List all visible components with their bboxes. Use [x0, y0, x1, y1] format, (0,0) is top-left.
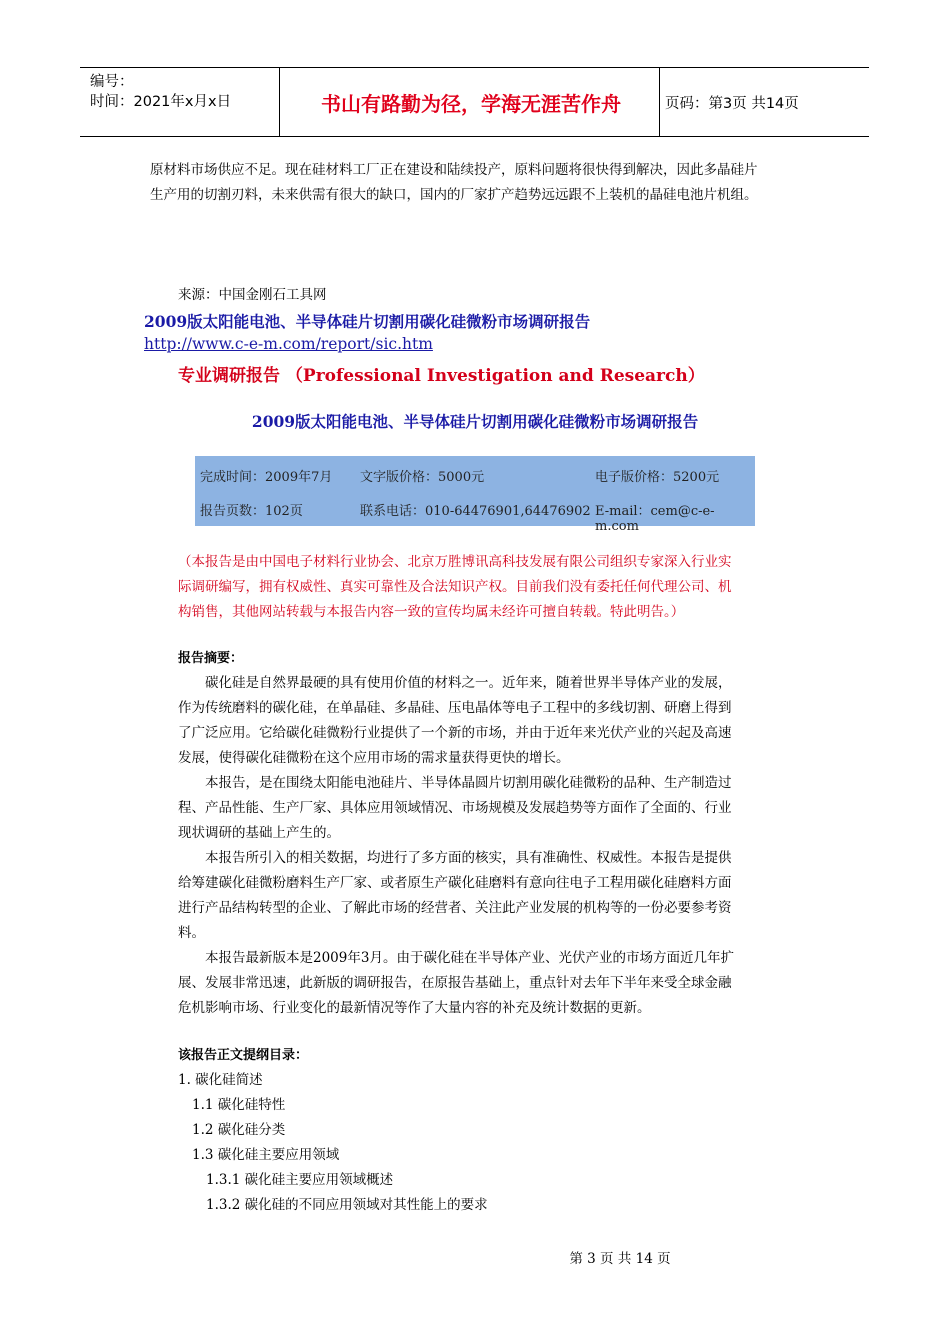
- summary-line: 料。: [178, 925, 205, 941]
- summary-heading: 报告摘要：: [178, 651, 244, 666]
- report-info-box: [195, 456, 755, 534]
- toc-item: 1. 碳化硅简述: [178, 1072, 263, 1088]
- header-meta: [90, 72, 231, 112]
- page-header: [80, 67, 869, 137]
- summary-line: 本报告所引入的相关数据，均进行了多方面的核实，具有准确性、权威性。本报告是提供: [205, 850, 732, 866]
- summary-line: 给筹建碳化硅微粉磨料生产厂家、或者原生产碳化硅磨料有意向往电子工程用碳化硅磨料方面: [178, 875, 732, 891]
- intro-line: 原材料市场供应不足。现在硅材料工厂正在建设和陆续投产，原料问题将很快得到解决，因此多晶硅片: [150, 162, 758, 178]
- summary-section: [178, 646, 778, 1021]
- intro-line: 生产用的切割刃料，未来供需有很大的缺口，国内的厂家扩产趋势远远跟不上装机的晶硅电池片机组。: [150, 187, 758, 203]
- summary-line: 了广泛应用。它给碳化硅微粉行业提供了一个新的市场，并由于近年来光伏产业的兴起及高速: [178, 725, 732, 741]
- summary-line: 展、发展非常迅速，此新版的调研报告，在原报告基础上，重点针对去年下半年来受全球金融: [178, 975, 732, 991]
- summary-line: 发展，使得碳化硅微粉在这个应用市场的需求量获得更快的增长。: [178, 750, 570, 766]
- report-title-link-text[interactable]: 2009版太阳能电池、半导体硅片切割用碳化硅微粉市场调研报告: [144, 312, 591, 331]
- notice-line: （本报告是由中国电子材料行业协会、北京万胜博讯高科技发展有限公司组织专家深入行业实: [178, 554, 732, 570]
- contact-phone: 联系电话：010-64476901,64476902: [360, 504, 591, 519]
- summary-line: 碳化硅是自然界最硬的具有使用价值的材料之一。近年来，随着世界半导体产业的发展，: [205, 675, 732, 691]
- page-count: 报告页数：102页: [200, 504, 303, 519]
- electronic-price: 电子版价格：5200元: [595, 470, 720, 485]
- completion-time: 完成时间：2009年7月: [200, 470, 333, 485]
- summary-line: 本报告最新版本是2009年3月。由于碳化硅在半导体产业、光伏产业的市场方面近几年扩: [205, 950, 734, 966]
- notice-line: 构销售，其他网站转载与本报告内容一致的宣传均属未经许可擅自转载。特此明告。）: [178, 604, 685, 620]
- summary-line: 危机影响市场、行业变化的最新情况等作了大量内容的补充及统计数据的更新。: [178, 1000, 651, 1016]
- toc-section: [178, 1043, 488, 1218]
- page-footer: 第 3 页 共 14 页: [569, 1251, 671, 1267]
- number-label: 编号：: [90, 74, 134, 90]
- header-motto: 书山有路勤为径，学海无涯苦作舟: [321, 91, 621, 116]
- toc-item: 1.2 碳化硅分类: [192, 1122, 286, 1138]
- summary-paragraph: [178, 846, 778, 946]
- source-line: 来源：中国金刚石工具网: [178, 287, 327, 303]
- time-label: 时间：2021年x月x日: [90, 94, 232, 110]
- header-divider: [279, 68, 280, 136]
- summary-line: 进行产品结构转型的企业、了解此市场的经营者、关注此产业发展的机构等的一份必要参考资: [178, 900, 732, 916]
- contact-email: E-mail：cem@c-e-m.com: [595, 504, 715, 534]
- summary-paragraph: [178, 946, 778, 1021]
- toc-item: 1.1 碳化硅特性: [192, 1097, 286, 1113]
- text-price: 文字版价格：5000元: [360, 470, 485, 485]
- header-page-info: 页码：第3页 共14页: [665, 95, 799, 112]
- centered-report-title: 2009版太阳能电池、半导体硅片切割用碳化硅微粉市场调研报告: [251, 412, 699, 431]
- report-url-link[interactable]: http://www.c-e-m.com/report/sic.htm: [144, 335, 433, 353]
- intro-paragraph: [150, 158, 758, 208]
- header-divider: [659, 68, 660, 136]
- toc-heading: 该报告正文提纲目录：: [178, 1048, 309, 1063]
- summary-line: 作为传统磨料的碳化硅，在单晶硅、多晶硅、压电晶体等电子工程中的多线切割、研磨上得到: [178, 700, 732, 716]
- section-heading: 专业调研报告 （Professional Investigation and Research）: [178, 366, 705, 386]
- summary-paragraph: [178, 771, 778, 846]
- toc-item: 1.3 碳化硅主要应用领域: [192, 1147, 340, 1163]
- toc-item: 1.3.2 碳化硅的不同应用领域对其性能上的要求: [206, 1197, 488, 1213]
- notice-paragraph: [178, 550, 778, 625]
- summary-line: 本报告，是在围绕太阳能电池硅片、半导体晶圆片切割用碳化硅微粉的品种、生产制造过: [205, 775, 732, 791]
- summary-line: 现状调研的基础上产生的。: [178, 825, 340, 841]
- summary-paragraph: [178, 671, 778, 771]
- notice-line: 际调研编写，拥有权威性、真实可靠性及合法知识产权。目前我们没有委托任何代理公司、机: [178, 579, 732, 595]
- toc-item: 1.3.1 碳化硅主要应用领域概述: [206, 1172, 394, 1188]
- summary-line: 程、产品性能、生产厂家、具体应用领域情况、市场规模及发展趋势等方面作了全面的、行业: [178, 800, 732, 816]
